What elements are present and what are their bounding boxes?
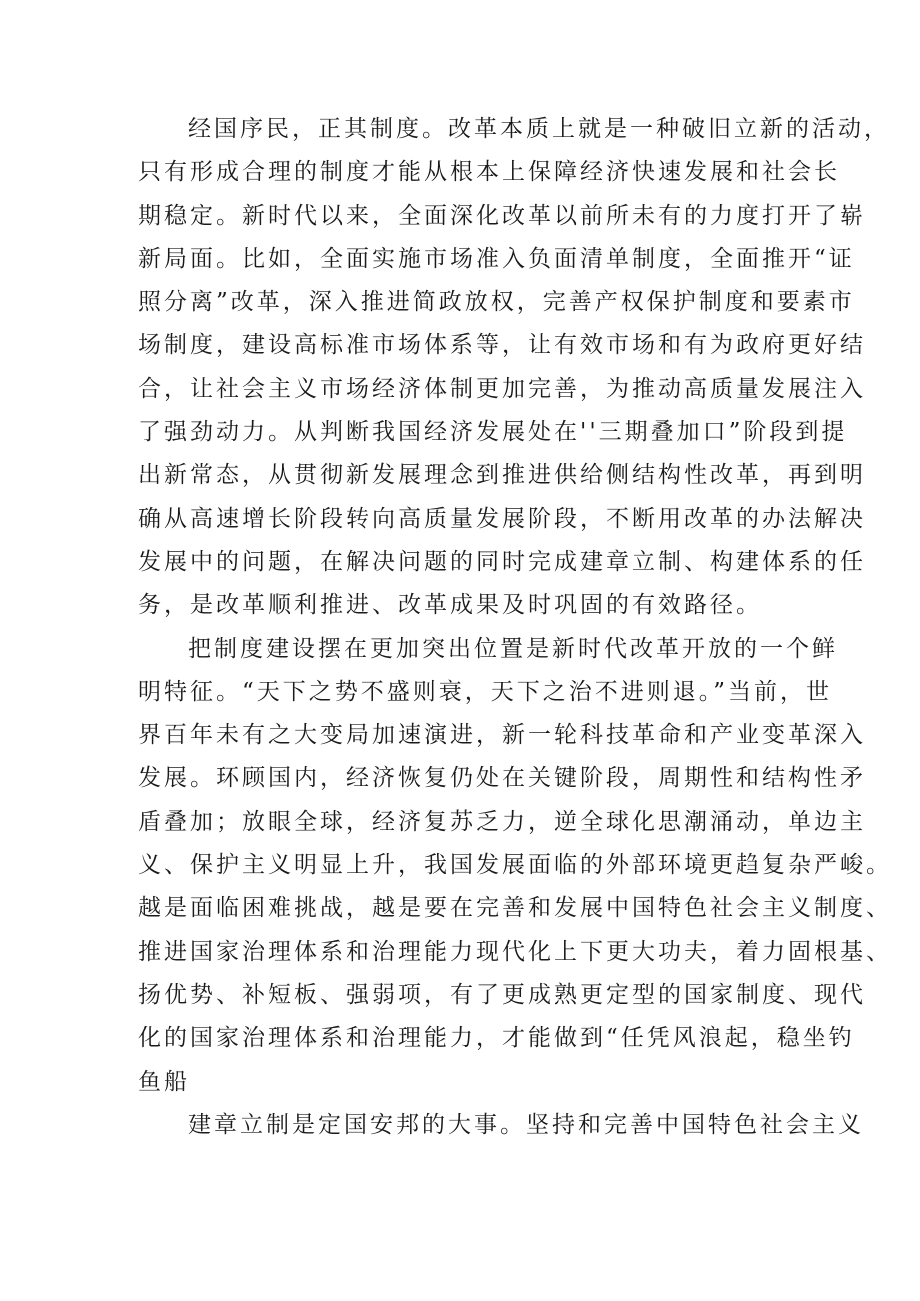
text-line: 义、保护主义明显上升，我国发展面临的外部环境更趋复杂严峻。	[138, 852, 892, 879]
text-line: 只有形成合理的制度才能从根本上保障经济快速发展和社会长	[138, 159, 840, 186]
text-line: 务，是改革顺利推进、改革成果及时巩固的有效路径。	[138, 592, 762, 619]
text-line: 把制度建设摆在更加突出位置是新时代改革开放的一个鲜	[188, 635, 838, 662]
text-line: 经国序民，正其制度。改革本质上就是一种破旧立新的活动，	[188, 116, 890, 142]
body-text	[138, 108, 892, 1147]
text-line: 化的国家治理体系和治理能力，才能做到“任凭风浪起，稳坐钓	[138, 1025, 855, 1052]
text-line: 扬优势、补短板、强弱项，有了更成熟更定型的国家制度、现代	[138, 981, 866, 1008]
text-line: 界百年未有之大变局加速演进，新一轮科技革命和产业变革深入	[138, 722, 866, 749]
text-line: 建章立制是定国安邦的大事。坚持和完善中国特色社会主义	[188, 1111, 864, 1138]
text-line: 出新常态，从贯彻新发展理念到推进供给侧结构性改革，再到明	[138, 462, 866, 489]
text-line: 照分离”改革，深入推进简政放权，完善产权保护制度和要素市	[138, 289, 855, 316]
text-line: 发展。环顾国内，经济恢复仍处在关键阶段，周期性和结构性矛	[138, 765, 866, 792]
text-line: 盾叠加；放眼全球，经济复苏乏力，逆全球化思潮涌动，单边主	[138, 808, 866, 835]
text-line: 期稳定。新时代以来，全面深化改革以前所未有的力度打开了崭	[138, 202, 866, 229]
text-line: 越是面临困难挑战，越是要在完善和发展中国特色社会主义制度、	[138, 895, 892, 922]
text-line: 合，让社会主义市场经济体制更加完善，为推动高质量发展注入	[138, 375, 866, 402]
text-line: 场制度，建设高标准市场体系等，让有效市场和有为政府更好结	[138, 332, 866, 359]
text-line: 新局面。比如，全面实施市场准入负面清单制度，全面推开“证	[138, 245, 855, 272]
text-line: 明特征。“天下之势不盛则衰，天下之治不进则退。”当前，世	[138, 678, 833, 705]
text-line: 确从高速增长阶段转向高质量发展阶段，不断用改革的办法解决	[138, 505, 866, 532]
text-line: 发展中的问题，在解决问题的同时完成建章立制、构建体系的任	[138, 548, 866, 575]
text-line: 推进国家治理体系和治理能力现代化上下更大功夫，着力固根基、	[138, 938, 892, 965]
text-line: 了强劲动力。从判断我国经济发展处在''三期叠加口”阶段到提	[138, 419, 848, 446]
text-line: 鱼船	[138, 1068, 190, 1095]
